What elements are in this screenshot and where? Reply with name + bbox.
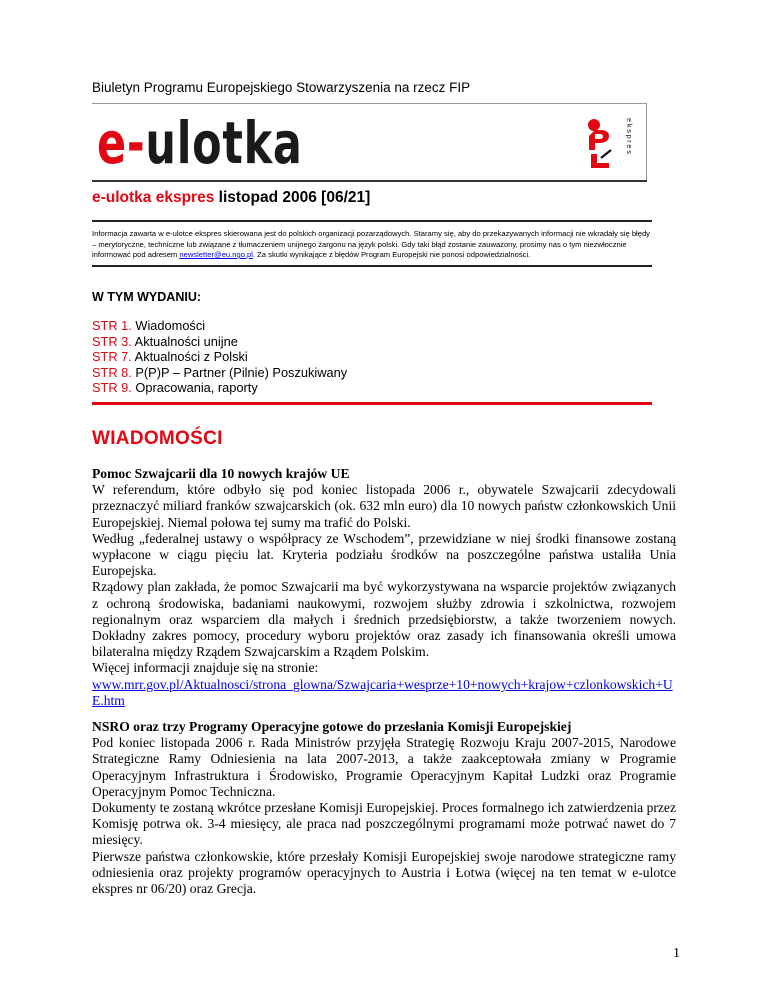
header-side-rule: [646, 103, 647, 181]
brand-ulotka: ulotka: [145, 109, 303, 177]
disclaimer-bottom-rule: [92, 265, 652, 267]
toc-label: P(P)P – Partner (Pilnie) Poszukiwany: [131, 364, 348, 380]
newsletter-email-link[interactable]: newsletter@eu.ngo.pl: [179, 250, 253, 259]
brand-e: e: [97, 109, 127, 177]
article-headline: NSRO oraz trzy Programy Operacyjne gotowe do przesłania Komisji Europejskiej: [92, 719, 572, 734]
header-top-rule: [92, 103, 647, 104]
brand-wordmark: [97, 108, 303, 178]
toc-page: STR 1.: [92, 318, 132, 333]
toc-label: Wiadomości: [131, 318, 206, 333]
disclaimer: [92, 229, 652, 261]
ekspres-logo-icon: [585, 112, 640, 172]
logo-text: ekspres: [625, 118, 634, 156]
article-paragraph: Więcej informacji znajduje się na stronie:: [92, 660, 319, 676]
article-link[interactable]: www.mrr.gov.pl/Aktualnosci/strona_glowna/Szwajcaria+wesprze+10+nowych+krajow+czlonkowskich+UE.htm: [92, 676, 673, 708]
page-number: 1: [673, 946, 680, 961]
toc-item[interactable]: [92, 380, 347, 396]
issue-title-date: listopad 2006 [06/21]: [214, 189, 371, 206]
toc-heading: W TYM WYDANIU:: [92, 290, 202, 304]
section-divider: [92, 402, 652, 405]
article-headline: Pomoc Szwajcarii dla 10 nowych krajów UE: [92, 466, 350, 481]
toc-item[interactable]: [92, 334, 347, 350]
article-swiss-aid: [92, 466, 676, 709]
toc-page: STR 8.: [92, 364, 132, 380]
table-of-contents: [92, 318, 347, 396]
toc-page: STR 9.: [92, 380, 132, 396]
article-paragraph: Dokumenty te zostaną wkrótce przesłane Komisji Europejskiej. Proces formalnego ich zatwierdzenia przez Komisję potrwa ok. 3-4 miesięcy, ale praca nad poszczególnymi programami może potrwać nawet do 7 miesięcy.: [92, 800, 676, 848]
toc-page: STR 3.: [92, 333, 132, 349]
issue-title: [92, 189, 370, 207]
toc-item[interactable]: [92, 318, 347, 334]
article-paragraph: Rządowy plan zakłada, że pomoc Szwajcarii ma być wykorzystywana na wsparcie projektów związanych z ochroną środowiska, badaniami naukowymi, rozwojem służby zdrowia i szkolnictwa, rozwojem regionalnym oraz wsparciem dla małych i średnich przedsiębiorstw, a także tworzeniem nowych. Dokładny zakres pomocy, procedury wyboru projektów oraz zasady ich finansowania określi umowa bilateralna między Rządem Szwajcarskim a Rządem Polskim.: [92, 579, 676, 660]
section-title: WIADOMOŚCI: [92, 428, 223, 449]
disclaimer-top-rule: [92, 220, 652, 222]
toc-label: Opracowania, raporty: [131, 380, 258, 396]
article-paragraph: Pierwsze państwa członkowskie, które przesłały Komisji Europejskiej swoje narodowe strategiczne ramy odniesienia oraz projekty programów operacyjnych to Austria i Łotwa (więcej na ten temat w e-ulotce ekspres nr 06/20) oraz Grecja.: [92, 848, 676, 897]
brand-dash: -: [126, 109, 146, 177]
issue-title-red: e-ulotka ekspres: [92, 189, 215, 206]
toc-page: STR 7.: [92, 349, 132, 365]
article-paragraph: Według „federalnej ustawy o współpracy ze Wschodem”, przewidziane w niej środki finansowe zostaną wypłacone w ciągu pięciu lat. Kryteria podziału środków na poszczególne państwa ustaliła Unia Europejska.: [92, 530, 676, 579]
disclaimer-text-1: Informacja zawarta w e-ulotce ekspres skierowana jest do polskich organizacji pozarządowych. Staramy się, aby do przekazywanych informacji nie wkradały się błędy – merytoryczne, techniczne lub związane z tłumaczeniem unijnego żargonu na język polski. Gdy taki błąd zostanie zauważony, prosimy nas o tym niezwłocznie informować pod adresem: [92, 229, 650, 259]
article-paragraph: W referendum, które odbyło się pod koniec listopada 2006 r., obywatele Szwajcarii zdecydowali przeznaczyć miliard franków szwajcarskich (ok. 632 mln euro) dla 10 nowych państw członkowskich Unii Europejskiej. Niemal połowa tej sumy ma trafić do Polski.: [92, 482, 676, 530]
toc-label: Aktualności unijne: [131, 333, 238, 349]
toc-label: Aktualności z Polski: [131, 349, 248, 365]
toc-item[interactable]: [92, 349, 347, 365]
bulletin-title: Biuletyn Programu Europejskiego Stowarzyszenia na rzecz FIP: [92, 80, 471, 95]
disclaimer-text-2: . Za skutki wynikające z błędów Program Europejski nie ponosi odpowiedzialności.: [252, 250, 531, 259]
toc-item[interactable]: [92, 365, 347, 381]
article-nsro: [92, 719, 676, 897]
header-bottom-rule: [92, 180, 647, 182]
article-paragraph: Pod koniec listopada 2006 r. Rada Ministrów przyjęła Strategię Rozwoju Kraju 2007-2015, Narodowe Strategiczne Ramy Odniesienia na lata 2007-2013, a także zaakceptowała zmiany w Programie Operacyjnym Infrastruktura i Środowisko, Programie Operacyjnym Kapitał Ludzki oraz Programie Operacyjnym Pomoc Techniczna.: [92, 735, 676, 799]
